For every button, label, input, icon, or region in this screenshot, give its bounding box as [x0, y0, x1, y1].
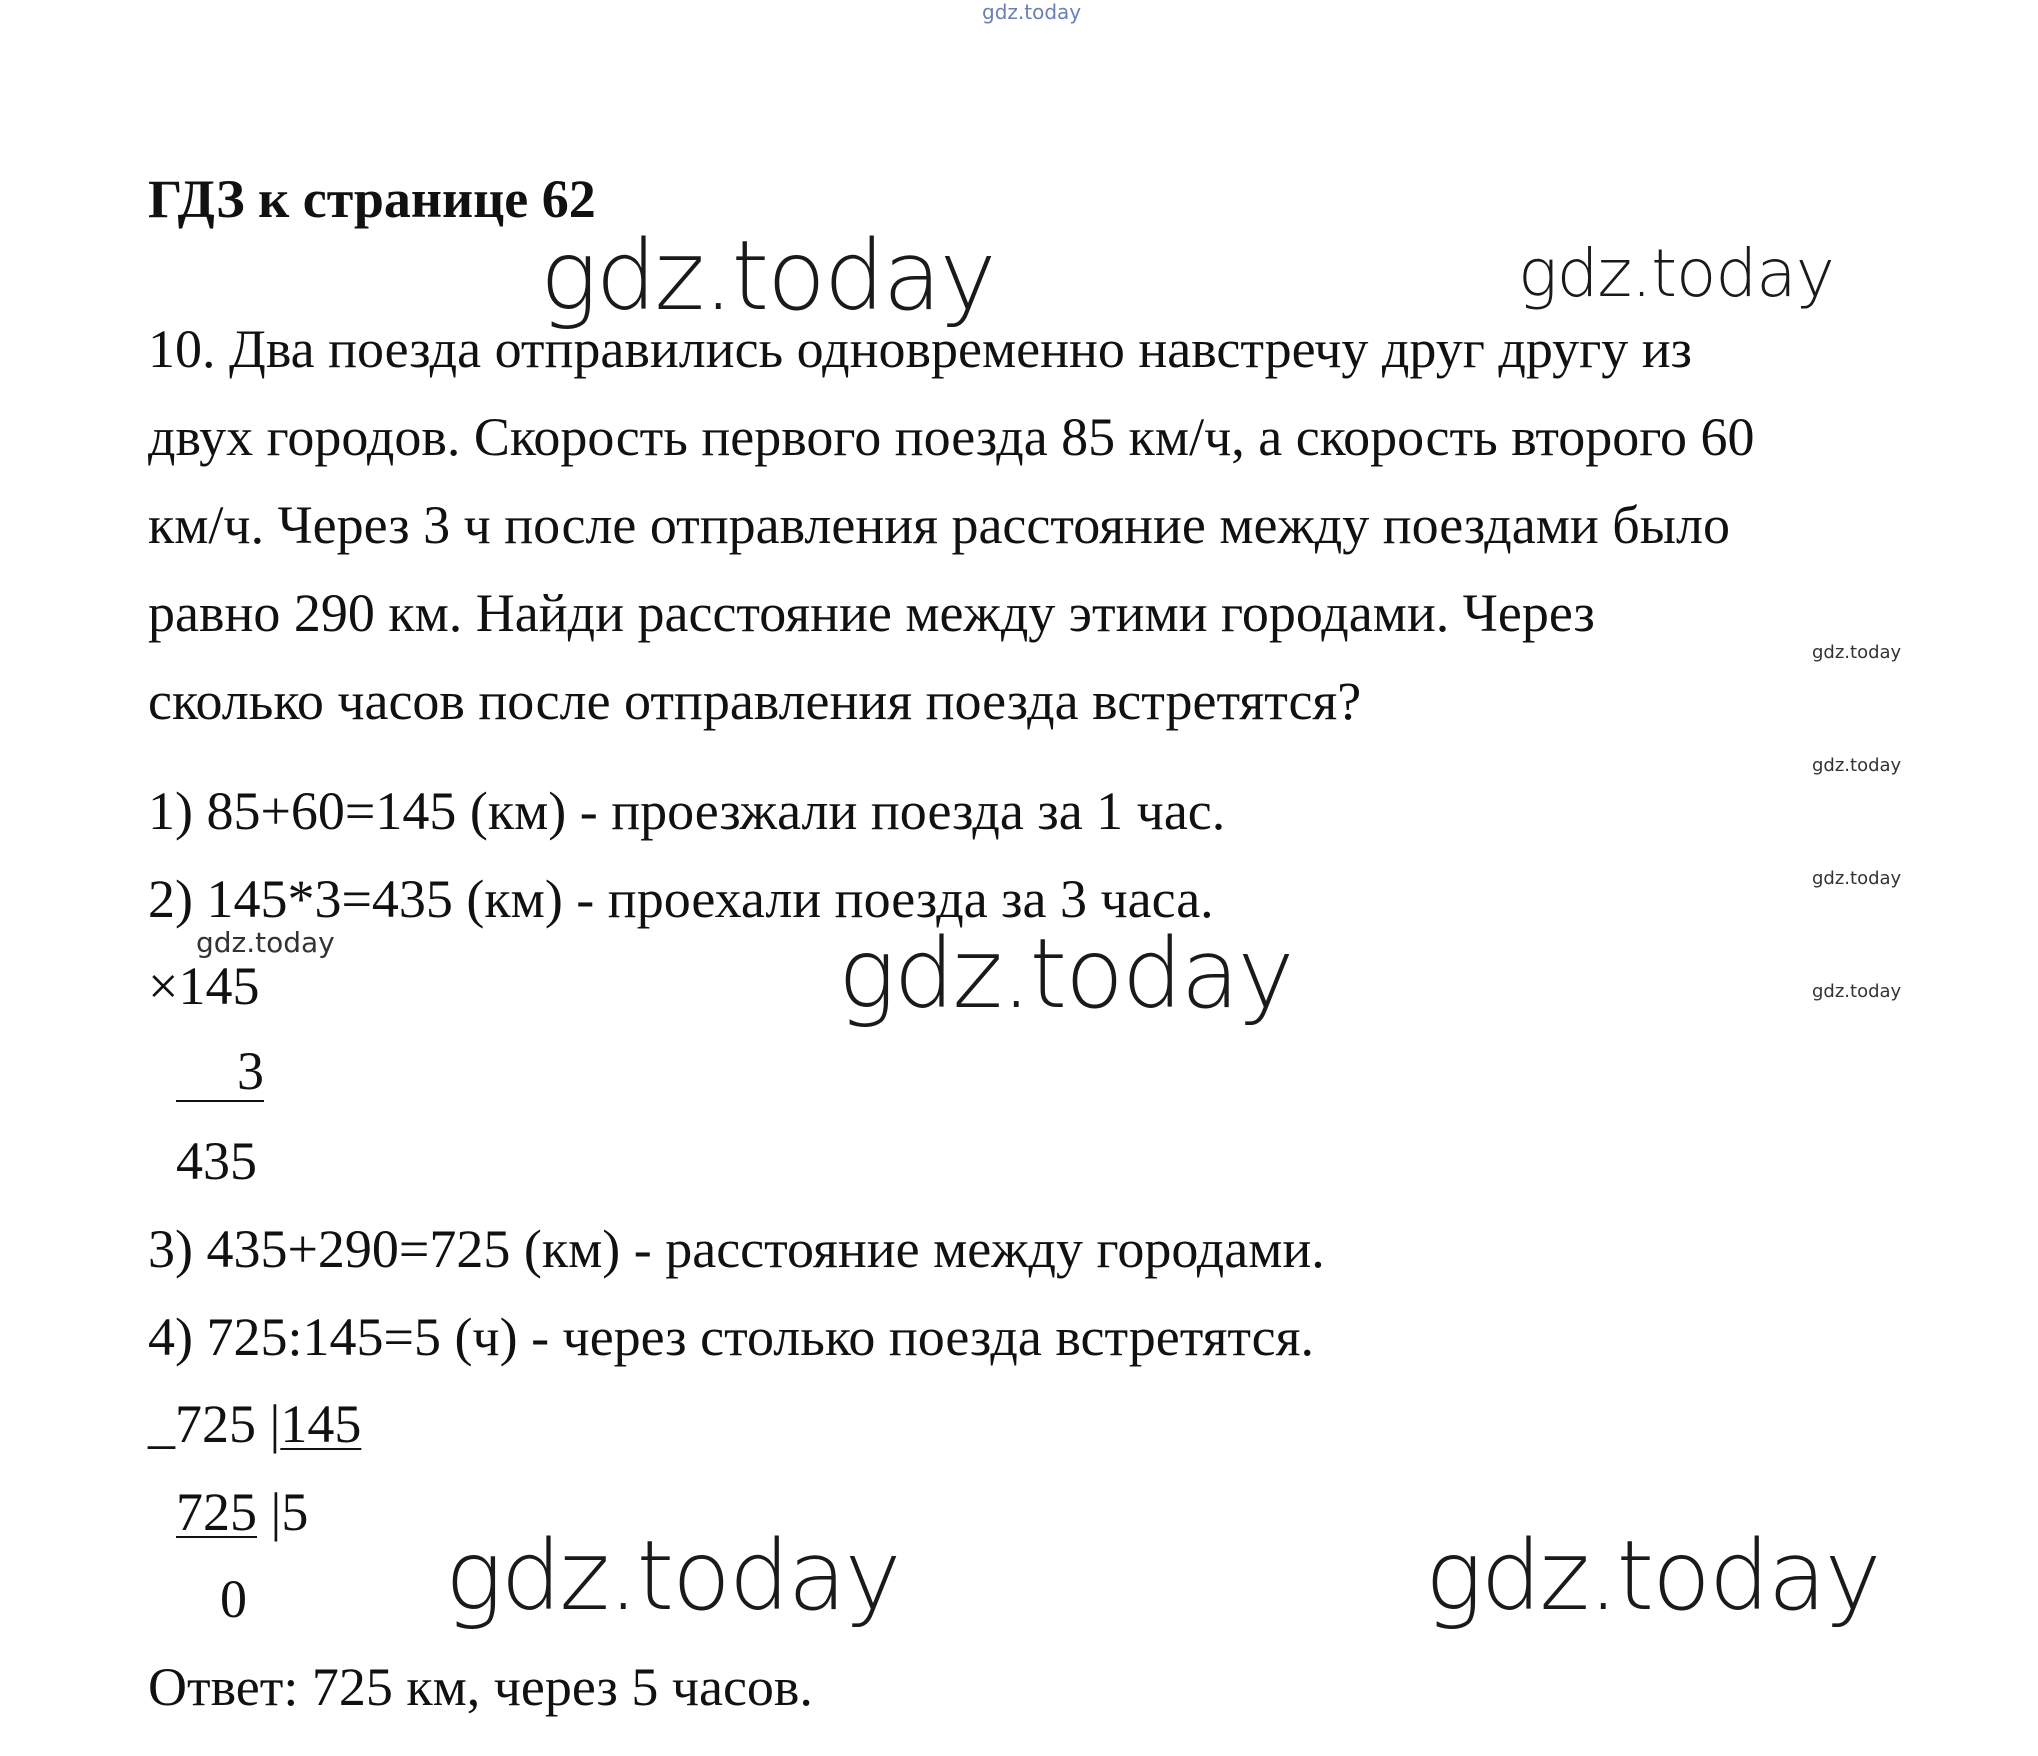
solution-step: 2) 145*3=435 (км) - проехали поезда за 3 часа. — [148, 869, 1214, 929]
solution-step: 1) 85+60=145 (км) - проезжали поезда за 1 час. — [148, 781, 1226, 841]
multiplication-multiplier: 3 — [176, 1042, 264, 1102]
watermark-top: gdz.today — [982, 0, 1082, 24]
division-bar: | — [269, 1394, 281, 1454]
division-divisor: 145 — [280, 1394, 362, 1454]
division-row-2 — [176, 1481, 308, 1543]
solution-step: 4) 725:145=5 (ч) - через столько поезда встретятся. — [148, 1307, 1314, 1367]
watermark-large: gdz.today — [540, 220, 995, 332]
problem-line: равно 290 км. Найди расстояние между этими городами. Через — [148, 583, 1595, 643]
watermark-medium: gdz.today — [1518, 235, 1834, 312]
solution-step: 3) 435+290=725 (км) - расстояние между городами. — [148, 1219, 1325, 1279]
division-row-1 — [148, 1393, 361, 1455]
watermark-large: gdz.today — [445, 1520, 900, 1632]
page-title: ГДЗ к странице 62 — [148, 169, 596, 229]
problem-line: км/ч. Через 3 ч после отправления расстояние между поездами было — [148, 495, 1731, 555]
division-quotient: 5 — [281, 1482, 309, 1542]
watermark-small: gdz.today — [1812, 868, 1902, 889]
problem-line: сколько часов после отправления поезда встретятся? — [148, 671, 1362, 731]
division-dividend: _725 — [148, 1394, 256, 1454]
multiplication-row: ×145 — [148, 956, 260, 1016]
problem-line: 10. Два поезда отправились одновременно навстречу друг другу из — [148, 319, 1692, 379]
problem-line: двух городов. Скорость первого поезда 85 км/ч, а скорость второго 60 — [148, 407, 1755, 467]
division-subtrahend: 725 — [176, 1482, 257, 1542]
watermark-small: gdz.today — [196, 926, 335, 959]
watermark-small: gdz.today — [1812, 755, 1902, 776]
division-bar: | — [270, 1482, 282, 1542]
watermark-large: gdz.today — [1425, 1520, 1880, 1632]
division-remainder: 0 — [220, 1569, 247, 1629]
watermark-small: gdz.today — [1812, 981, 1902, 1002]
multiplication-result: 435 — [176, 1131, 257, 1191]
problem-text — [148, 305, 1928, 745]
watermark-small: gdz.today — [1812, 642, 1902, 663]
answer-text: Ответ: 725 км, через 5 часов. — [148, 1657, 813, 1717]
watermark-large: gdz.today — [838, 918, 1293, 1030]
